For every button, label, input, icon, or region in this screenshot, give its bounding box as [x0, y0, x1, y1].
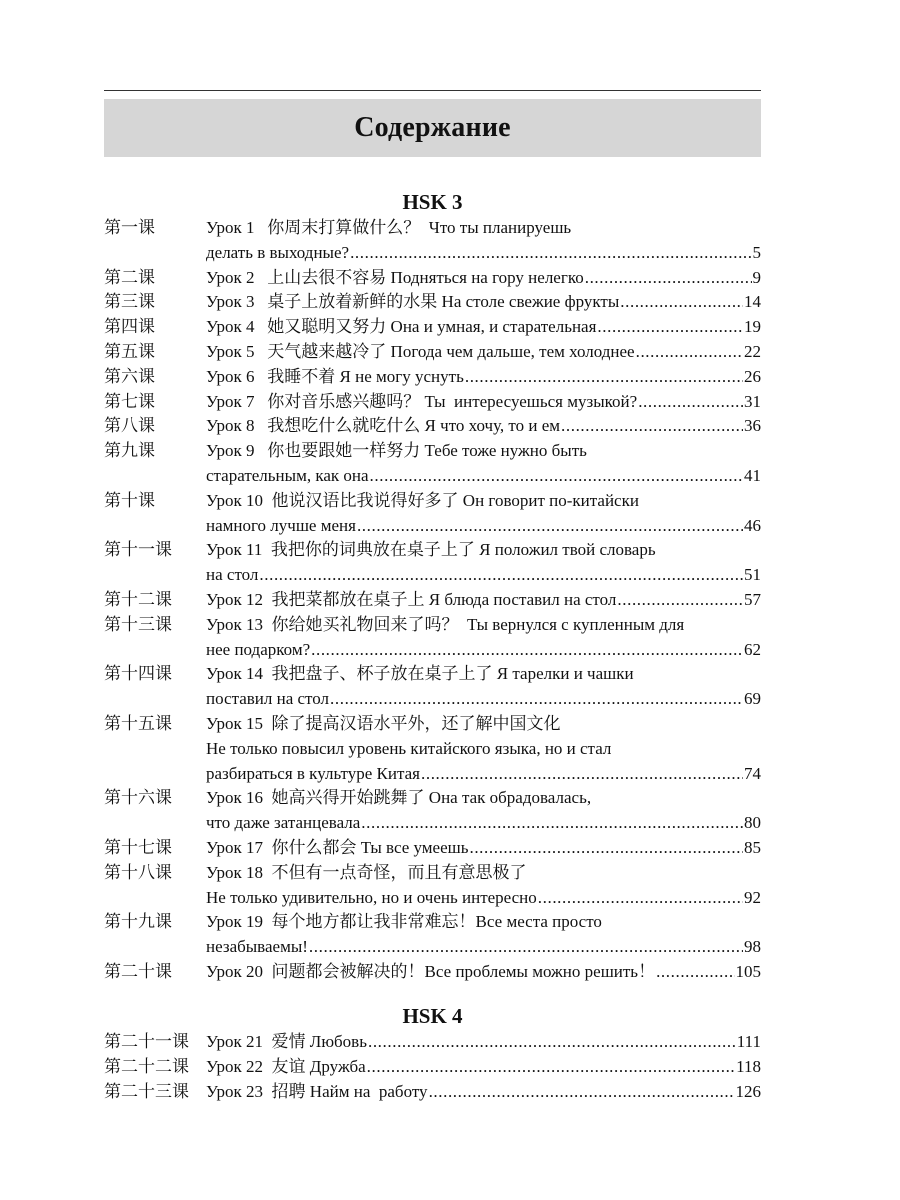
lesson-number: 第十二课	[104, 589, 172, 609]
lesson-title-line	[206, 861, 761, 886]
lesson-title-line	[206, 836, 761, 861]
lesson-number: 第十八课	[104, 862, 172, 882]
lesson-number: 第十五课	[104, 713, 172, 733]
lesson-title-line	[206, 762, 761, 787]
toc-entry[interactable]	[104, 960, 761, 985]
lesson-title-line	[206, 811, 761, 836]
lesson-title-block	[206, 538, 761, 588]
page-number: 41	[744, 465, 761, 485]
lesson-title-block	[206, 836, 761, 861]
dot-leader	[330, 687, 743, 712]
dot-leader	[638, 390, 743, 415]
lesson-number: 第六课	[104, 366, 155, 386]
lesson-title-line	[206, 662, 761, 687]
dot-leader	[561, 414, 743, 439]
page-number: 111	[736, 1032, 761, 1051]
page-number: 105	[735, 961, 761, 981]
dot-leader	[429, 1080, 735, 1105]
lesson-title-line	[206, 489, 761, 514]
page-number: 22	[744, 341, 761, 361]
lesson-number: 第二十三课	[104, 1081, 189, 1101]
lesson-title-line	[206, 960, 761, 985]
lesson-number: 第二课	[104, 267, 155, 287]
lesson-title-line	[206, 1080, 761, 1105]
lesson-title-text: Не только повысил уровень китайского языка, но и стал	[206, 738, 612, 758]
toc-entry[interactable]	[104, 1080, 761, 1105]
lesson-title-block	[206, 365, 761, 390]
lesson-number: 第八课	[104, 416, 155, 436]
page-number: 26	[744, 366, 761, 386]
lesson-number: 第十六课	[104, 788, 172, 808]
toc-entry[interactable]	[104, 712, 761, 786]
toc-entry[interactable]	[104, 290, 761, 315]
dot-leader	[656, 960, 734, 985]
page-number: 57	[744, 589, 761, 609]
lesson-title-text: Урок 7 你对音乐感兴趣吗？ Ты интересуешься музыкой?	[206, 391, 638, 411]
dot-leader	[259, 563, 743, 588]
lesson-title-block	[206, 315, 761, 340]
lesson-title-block	[206, 390, 761, 415]
dot-leader	[311, 638, 743, 663]
page-number: 85	[744, 837, 761, 857]
toc-entry[interactable]	[104, 861, 761, 911]
lesson-title-line	[206, 439, 761, 464]
lesson-number: 第十四课	[104, 664, 172, 684]
toc-entry[interactable]	[104, 1055, 761, 1080]
lesson-title-text: Урок 18 不但有一点奇怪，而且有意思极了	[206, 862, 527, 882]
lesson-title-text: нее подарком?	[206, 639, 311, 659]
page-number: 14	[744, 292, 761, 312]
lesson-title-block	[206, 1080, 761, 1105]
toc-entry[interactable]	[104, 390, 761, 415]
dot-leader	[636, 340, 743, 365]
lesson-title-block	[206, 439, 761, 489]
page-number: 92	[744, 887, 761, 907]
dot-leader	[370, 464, 743, 489]
lesson-title-line	[206, 414, 761, 439]
dot-leader	[617, 588, 743, 613]
lesson-number: 第三课	[104, 292, 155, 312]
lesson-title-block	[206, 786, 761, 836]
toc-entry[interactable]	[104, 662, 761, 712]
lesson-title-line	[206, 538, 761, 563]
lesson-number: 第五课	[104, 341, 155, 361]
toc-entry[interactable]	[104, 786, 761, 836]
lesson-title-text: Урок 2 上山去很不容易 Подняться на гору нелегко	[206, 267, 584, 287]
section-heading-hsk4: HSK 4	[402, 1004, 463, 1028]
lesson-title-block	[206, 340, 761, 365]
lesson-title-text: Урок 21 爱情 Любовь	[206, 1032, 367, 1051]
dot-leader	[538, 886, 743, 911]
toc-list-hsk4	[104, 1030, 761, 1104]
dot-leader	[309, 935, 743, 960]
dot-leader	[350, 241, 751, 266]
lesson-title-text: Урок 5 天气越来越冷了 Погода чем дальше, тем холоднее	[206, 341, 635, 361]
section-heading-hsk3: HSK 3	[402, 190, 463, 214]
toc-entry[interactable]	[104, 216, 761, 266]
lesson-title-line	[206, 613, 761, 638]
lesson-title-line	[206, 563, 761, 588]
lesson-title-block	[206, 861, 761, 911]
lesson-title-text: разбираться в культуре Китая	[206, 763, 420, 783]
lesson-title-text: что даже затанцевала	[206, 813, 361, 833]
lesson-number: 第十课	[104, 490, 155, 510]
lesson-title-text: Урок 10 他说汉语比我说得好多了 Он говорит по-китайски	[206, 490, 639, 510]
dot-leader	[357, 514, 743, 539]
lesson-title-text: Урок 9 你也要跟她一样努力 Тебе тоже нужно быть	[206, 441, 587, 461]
page-number: 98	[744, 937, 761, 957]
lesson-title-line	[206, 514, 761, 539]
page-number: 46	[744, 515, 761, 535]
lesson-title-line	[206, 315, 761, 340]
page-number: 118	[736, 1056, 761, 1076]
lesson-title-text: незабываемы!	[206, 937, 308, 957]
toc-entry[interactable]	[104, 365, 761, 390]
page-number: 69	[744, 689, 761, 709]
lesson-title-text: Урок 4 她又聪明又努力 Она и умная, и старательная	[206, 317, 597, 337]
dot-leader	[421, 762, 743, 787]
lesson-title-line	[206, 687, 761, 712]
dot-leader	[597, 315, 743, 340]
lesson-title-line	[206, 786, 761, 811]
title-bar	[104, 99, 761, 157]
lesson-title-text: Урок 19 每个地方都让我非常难忘！Все места просто	[206, 912, 602, 932]
lesson-number: 第一课	[104, 218, 155, 237]
lesson-title-text: Урок 22 友谊 Дружба	[206, 1056, 366, 1076]
lesson-title-line	[206, 588, 761, 613]
lesson-number: 第十三课	[104, 614, 172, 634]
lesson-title-text: Урок 11 我把你的词典放在桌子上了 Я положил твой словарь	[206, 540, 656, 560]
lesson-title-text: делать в выходные?	[206, 242, 350, 262]
lesson-title-text: Урок 20 问题都会被解决的！Все проблемы можно решить！	[206, 961, 656, 981]
toc-entry[interactable]	[104, 588, 761, 613]
lesson-title-line	[206, 935, 761, 960]
lesson-title-text: Урок 1 你周末打算做什么？ Что ты планируешь	[206, 218, 572, 237]
lesson-title-block	[206, 712, 761, 786]
dot-leader	[368, 1030, 736, 1055]
page-number: 31	[744, 391, 761, 411]
lesson-number: 第二十二课	[104, 1056, 189, 1076]
page-number: 126	[735, 1081, 761, 1101]
dot-leader	[469, 836, 743, 861]
dot-leader	[620, 290, 743, 315]
lesson-title-text: на стол	[206, 565, 259, 585]
lesson-title-block	[206, 613, 761, 663]
toc-entry[interactable]	[104, 613, 761, 663]
page-number: 80	[744, 813, 761, 833]
lesson-title-text: Урок 15 除了提高汉语水平外，还了解中国文化	[206, 713, 561, 733]
lesson-title-line	[206, 216, 761, 241]
lesson-title-line	[206, 340, 761, 365]
lesson-number: 第十七课	[104, 837, 172, 857]
lesson-title-block	[206, 1055, 761, 1080]
lesson-title-text: Не только удивительно, но и очень интересно	[206, 887, 537, 907]
lesson-title-text: Урок 17 你什么都会 Ты все умеешь	[206, 837, 469, 857]
lesson-title-text: Урок 23 招聘 Найм на работу	[206, 1081, 428, 1101]
toc-entry[interactable]	[104, 1030, 761, 1055]
lesson-title-text: Урок 8 我想吃什么就吃什么 Я что хочу, то и ем	[206, 416, 561, 436]
lesson-title-block	[206, 216, 761, 266]
lesson-title-block	[206, 290, 761, 315]
dot-leader	[367, 1055, 735, 1080]
lesson-title-text: Урок 6 我睡不着 Я не могу уснуть	[206, 366, 464, 386]
lesson-number: 第二十课	[104, 961, 172, 981]
lesson-title-line	[206, 241, 761, 266]
lesson-number: 第七课	[104, 391, 155, 411]
top-rule	[104, 90, 761, 91]
toc-entry[interactable]	[104, 266, 761, 291]
lesson-title-line	[206, 390, 761, 415]
lesson-number: 第九课	[104, 441, 155, 461]
lesson-title-line	[206, 464, 761, 489]
lesson-title-line	[206, 638, 761, 663]
lesson-title-block	[206, 588, 761, 613]
toc-entry[interactable]	[104, 414, 761, 439]
toc-entry[interactable]	[104, 340, 761, 365]
page-number: 74	[744, 763, 761, 783]
lesson-title-block	[206, 1030, 761, 1055]
lesson-title-line	[206, 1055, 761, 1080]
page-number: 62	[744, 639, 761, 659]
dot-leader	[585, 266, 752, 291]
lesson-number: 第十一课	[104, 540, 172, 560]
lesson-title-line	[206, 712, 761, 737]
lesson-title-text: Урок 3 桌子上放着新鲜的水果 На столе свежие фрукты	[206, 292, 620, 312]
page-number: 36	[744, 416, 761, 436]
lesson-title-text: старательным, как она	[206, 465, 369, 485]
lesson-title-text: Урок 14 我把盘子、杯子放在桌子上了 Я тарелки и чашки	[206, 664, 634, 684]
lesson-title-text: Урок 16 她高兴得开始跳舞了 Она так обрадовалась,	[206, 788, 592, 808]
lesson-number: 第二十一课	[104, 1032, 189, 1051]
lesson-title-block	[206, 489, 761, 539]
toc-entry[interactable]	[104, 910, 761, 960]
lesson-title-block	[206, 266, 761, 291]
lesson-title-block	[206, 662, 761, 712]
page-number: 5	[752, 242, 761, 262]
page-number: 9	[752, 267, 761, 287]
lesson-title-line	[206, 737, 761, 762]
toc-entry[interactable]	[104, 439, 761, 489]
toc-entry[interactable]	[104, 315, 761, 340]
lesson-title-block	[206, 960, 761, 985]
lesson-title-line	[206, 290, 761, 315]
lesson-title-line	[206, 365, 761, 390]
lesson-title-text: намного лучше меня	[206, 515, 356, 535]
dot-leader	[465, 365, 743, 390]
toc-entry[interactable]	[104, 489, 761, 539]
page-number: 51	[744, 565, 761, 585]
lesson-title-text: поставил на стол	[206, 689, 330, 709]
lesson-number: 第四课	[104, 317, 155, 337]
lesson-title-block	[206, 910, 761, 960]
page-number: 19	[744, 317, 761, 337]
toc-list-hsk3	[104, 216, 761, 985]
page-title: Содержание	[354, 112, 511, 143]
toc-entry[interactable]	[104, 836, 761, 861]
lesson-title-line	[206, 910, 761, 935]
lesson-title-line	[206, 266, 761, 291]
lesson-title-line	[206, 886, 761, 911]
toc-entry[interactable]	[104, 538, 761, 588]
lesson-title-text: Урок 13 你给她买礼物回来了吗？ Ты вернулся с купленным для	[206, 614, 685, 634]
lesson-title-block	[206, 414, 761, 439]
lesson-title-text: Урок 12 我把菜都放在桌子上 Я блюда поставил на стол	[206, 589, 617, 609]
lesson-title-line	[206, 1030, 761, 1055]
dot-leader	[361, 811, 743, 836]
lesson-number: 第十九课	[104, 912, 172, 932]
